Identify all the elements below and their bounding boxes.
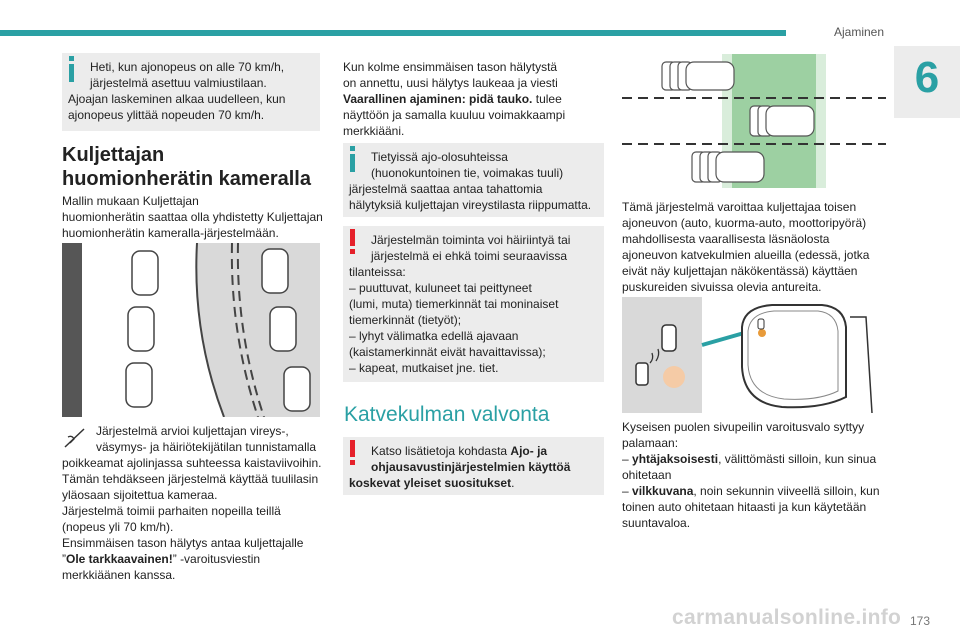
list-item: – yhtäjaksoisesti, välittömästi silloin, kun sinua	[622, 452, 877, 466]
note-line: hälytyksiä kuljettajan vireystilasta riippumatta.	[349, 198, 592, 212]
lane-departure-figure	[62, 243, 320, 417]
text-line: suuntavaloa.	[622, 516, 691, 530]
mirror-light-description	[622, 419, 892, 531]
text-line: Tämän tehdäkseen järjestelmä käyttää tuulilasin	[62, 472, 319, 486]
note-line: järjestelmä saattaa antaa tahattomia	[349, 182, 543, 196]
intro-paragraph	[62, 193, 324, 241]
link-reference: ohjausavustinjärjestelmien käyttöä	[371, 460, 571, 474]
note-line: Järjestelmän toiminta voi häiriintyä tai	[371, 233, 571, 247]
text-line: huomionherätin kameralla-järjestelmään.	[62, 226, 279, 240]
note-line: Ajoajan laskeminen alkaa uudelleen, kun	[68, 92, 286, 106]
note-line: Tietyissä ajo-olosuhteissa	[371, 150, 508, 164]
alert-message: Ole tarkkaavainen!	[66, 552, 173, 566]
text-line: on annettu, uusi hälytys laukeaa ja viesti	[343, 76, 558, 90]
car-own	[750, 106, 814, 136]
text-line: palamaan:	[622, 436, 679, 450]
alert-line: Vaarallinen ajaminen: pidä tauko. tulee	[343, 92, 562, 106]
note-line: Heti, kun ajonopeus on alle 70 km/h,	[90, 60, 285, 74]
note-line: (kaistamerkinnät eivät havaittavissa);	[349, 345, 546, 359]
camera-icon	[62, 425, 88, 451]
camera-note	[62, 423, 324, 583]
note-line: järjestelmä ei ehkä toimi seuraavissa	[371, 249, 568, 263]
warning-note-limitations	[343, 226, 604, 382]
warning-note-see-also: Katso lisätietoja kohdasta Ajo- ja ohjausavustinjärjestelmien käyttöä koskevat yleiset suositukset.	[343, 437, 604, 495]
text-line: toinen auto ohitetaan hitaasti ja kun käytetään	[622, 500, 867, 514]
heading-driver-attention: Kuljettajan huomionherätin kameralla	[62, 144, 311, 190]
text-line: eivät näy kuljettajan näkökentässä) käyttäen	[622, 264, 858, 278]
text-line: puskureiden sivuissa olevia antureita.	[622, 280, 822, 294]
text-line: huomionherätin saattaa olla yhdistetty Kuljettajan	[62, 210, 323, 224]
note-line: – kapeat, mutkaiset jne. tiet.	[349, 361, 499, 375]
text-line: Ensimmäisen tason hälytys antaa kuljettajalle	[62, 536, 304, 550]
info-note-conditions	[343, 143, 604, 217]
text-line: yläosaan sijoitettua kameraa.	[62, 488, 218, 502]
note-line: tilanteissa:	[349, 265, 406, 279]
paragraph-third-alert	[343, 59, 605, 139]
link-reference: Ajo- ja	[510, 444, 548, 458]
text-line: (nopeus yli 70 km/h).	[62, 520, 174, 534]
watermark: carmanualsonline.info	[672, 606, 902, 629]
note-line: – lyhyt välimatka edellä ajavaan	[349, 329, 519, 343]
text-line: ohitetaan	[622, 468, 672, 482]
text-line: näyttöön ja samalla kuuluu voimakkaampi	[343, 108, 566, 122]
note-line: ajonopeus ylittää nopeuden 70 km/h.	[68, 108, 265, 122]
blind-spot-description	[622, 199, 892, 295]
text-line: Järjestelmä toimii parhaiten nopeilla teillä	[62, 504, 281, 518]
page-number: 173	[910, 614, 931, 628]
text-line: ajoneuvon (auto, kuorma-auto, moottoripyörä)	[622, 216, 867, 230]
text-line: mahdollisesta vaarallisesta läsnäolosta	[622, 232, 830, 246]
text-line: Tämä järjestelmä varoittaa kuljettajaa toisen	[622, 200, 857, 214]
text-line: Kyseisen puolen sivupeilin varoitusvalo syttyy	[622, 420, 865, 434]
text-line: Järjestelmä arvioi kuljettajan vireys-,	[96, 424, 289, 438]
heading-blind-spot: Katvekulman valvonta	[344, 403, 550, 426]
note-line: (huonokuntoinen tie, voimakas tuuli)	[371, 166, 564, 180]
text-line: ajoneuvon katvekulmien alueilla (edessä, jotka	[622, 248, 870, 262]
text-line: merkkiäänen kanssa.	[62, 568, 176, 582]
alert-line: ”Ole tarkkaavainen!” -varoitusviestin	[62, 552, 261, 566]
mirror-warning-figure	[622, 297, 886, 413]
text-line: väsymys- ja häiriötekijätilan tunnistamalla	[96, 440, 317, 454]
car-blind-spot	[692, 152, 764, 182]
text-line: poikkeamat ajolinjassa suhteessa kaistaviivoihin.	[62, 456, 322, 470]
blind-spot-zone-figure	[622, 54, 886, 188]
text-line: Kun kolme ensimmäisen tason hälytystä	[343, 60, 558, 74]
info-note-speed	[62, 53, 320, 131]
list-item: – vilkkuvana, noin sekunnin viiveellä silloin, kun	[622, 484, 880, 498]
section-title: Ajaminen	[834, 25, 885, 39]
chapter-tab	[894, 46, 960, 118]
chapter-number: 6	[914, 53, 940, 102]
alert-message: Vaarallinen ajaminen: pidä tauko.	[343, 92, 533, 106]
note-line: (lumi, muta) tiemerkinnät tai moninaiset	[349, 297, 559, 311]
header-accent-bar	[0, 30, 786, 36]
car-overtaking	[662, 62, 734, 90]
note-text: Katso lisätietoja kohdasta	[371, 444, 511, 458]
note-line: järjestelmä asettuu valmiustilaan.	[90, 76, 267, 90]
note-line: tiemerkinnät (tietyöt);	[349, 313, 462, 327]
text-line: Mallin mukaan Kuljettajan	[62, 194, 199, 208]
note-line: – puuttuvat, kuluneet tai peittyneet	[349, 281, 532, 295]
link-reference: koskevat yleiset suositukset	[349, 476, 512, 490]
text-line: merkkiääni.	[343, 124, 405, 138]
